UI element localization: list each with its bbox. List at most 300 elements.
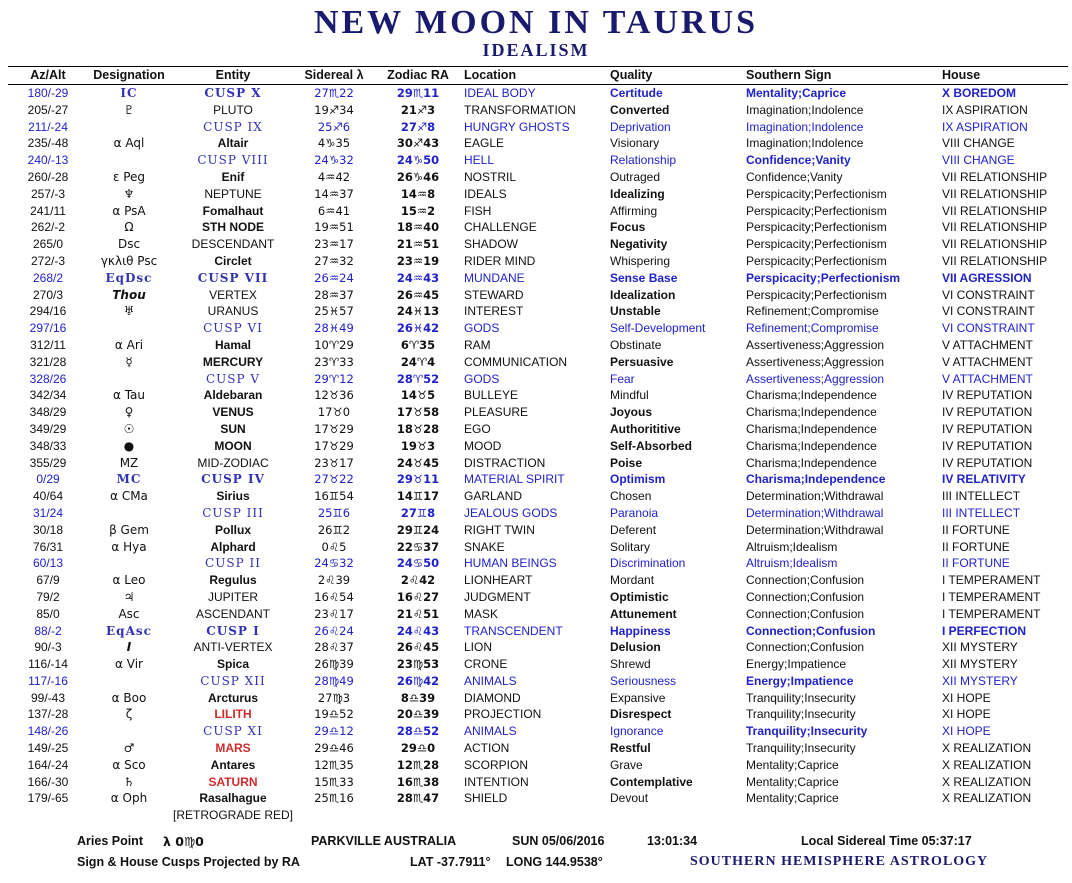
cell-southern-sign: Determination;Withdrawal xyxy=(746,522,884,537)
cell-quality: Seriousness xyxy=(610,673,677,688)
cell-house: IV REPUTATION xyxy=(942,421,1033,436)
table-row xyxy=(8,236,1068,253)
cell-location: HUMAN BEINGS xyxy=(464,556,557,571)
cell-zodiac-ra: 14♉5 xyxy=(400,388,436,403)
cell-house: X REALIZATION xyxy=(942,757,1032,772)
cell-location: GARLAND xyxy=(464,489,523,504)
cell-entity: CUSP III xyxy=(202,505,264,520)
cell-zodiac-ra: 8♎39 xyxy=(400,690,436,705)
cell-az-alt: 349/29 xyxy=(29,421,67,436)
longitude-text: LONG 144.9538° xyxy=(506,855,603,869)
cell-location: ANIMALS xyxy=(464,673,517,688)
cell-house: V ATTACHMENT xyxy=(942,371,1033,386)
cell-location: BULLEYE xyxy=(464,388,519,403)
cell-house: VI CONSTRAINT xyxy=(942,304,1035,319)
cell-quality: Sense Base xyxy=(610,270,678,285)
cell-location: RAM xyxy=(464,337,491,352)
cell-southern-sign: Charisma;Independence xyxy=(746,421,877,436)
cell-location: IDEALS xyxy=(464,186,507,201)
cell-location: JEALOUS GODS xyxy=(464,505,558,520)
cell-house: VII RELATIONSHIP xyxy=(942,186,1048,201)
cell-quality: Grave xyxy=(610,757,643,772)
cell-house: VIII CHANGE xyxy=(942,153,1015,168)
cell-zodiac-ra: 2♌42 xyxy=(400,573,436,588)
cell-entity: Rasalhague xyxy=(199,791,267,806)
cell-house: I TEMPERAMENT xyxy=(942,573,1041,588)
cell-southern-sign: Connection;Confusion xyxy=(746,606,865,621)
cell-zodiac-ra: 18♒40 xyxy=(396,220,440,235)
cell-southern-sign: Charisma;Independence xyxy=(746,405,877,420)
cell-az-alt: 294/16 xyxy=(29,304,67,319)
cell-house: VII RELATIONSHIP xyxy=(942,203,1048,218)
cell-entity: CUSP V xyxy=(205,371,261,386)
cell-house: VII RELATIONSHIP xyxy=(942,169,1048,184)
cell-designation: α Boo xyxy=(111,690,147,705)
cell-az-alt: 76/31 xyxy=(32,539,64,554)
cell-house: XII MYSTERY xyxy=(942,673,1018,688)
cell-quality: Delusion xyxy=(610,640,661,655)
cell-house: VII AGRESSION xyxy=(942,270,1032,285)
cell-location: SHIELD xyxy=(464,791,508,806)
table-row xyxy=(8,673,1068,690)
table-row xyxy=(8,740,1068,757)
cell-sidereal: 28♓49 xyxy=(314,321,354,336)
cell-house: I TEMPERAMENT xyxy=(942,606,1041,621)
cell-entity: CUSP XII xyxy=(200,673,266,688)
cell-southern-sign: Perspicacity;Perfectionism xyxy=(746,287,887,302)
cell-southern-sign xyxy=(746,807,942,824)
cell-entity: Pollux xyxy=(214,522,251,537)
cell-designation: α Aql xyxy=(113,136,145,151)
cell-southern-sign: Assertiveness;Aggression xyxy=(746,371,885,386)
table-row xyxy=(8,337,1068,354)
cell-location: CRONE xyxy=(464,657,508,672)
cell-quality xyxy=(610,807,746,824)
cell-quality: Mordant xyxy=(610,573,655,588)
column-header: Southern Sign xyxy=(746,68,832,82)
cell-location: RIDER MIND xyxy=(464,253,536,268)
cell-location: LIONHEART xyxy=(464,573,533,588)
table-row xyxy=(8,203,1068,220)
table-row xyxy=(8,606,1068,623)
table-row xyxy=(8,639,1068,656)
cell-zodiac-ra: 29♊24 xyxy=(396,522,440,537)
cell-quality: Expansive xyxy=(610,690,666,705)
cell-sidereal: 17♉0 xyxy=(317,405,351,420)
cell-az-alt: 40/64 xyxy=(32,489,64,504)
cell-designation: α Vir xyxy=(115,657,143,672)
cell-az-alt: 268/2 xyxy=(32,270,64,285)
cell-entity: STH NODE xyxy=(201,220,264,235)
cell-house: I TEMPERAMENT xyxy=(942,589,1041,604)
cell-entity: CUSP I xyxy=(206,623,260,638)
cell-house: VII RELATIONSHIP xyxy=(942,220,1048,235)
cell-entity: Aldebaran xyxy=(203,388,263,403)
cell-designation: EqDsc xyxy=(105,270,153,285)
table-row xyxy=(8,471,1068,488)
cell-southern-sign: Confidence;Vanity xyxy=(746,153,851,168)
cell-designation: ζ xyxy=(125,707,133,722)
cell-sidereal: 15♏33 xyxy=(314,774,354,789)
cell-quality: Disrespect xyxy=(610,707,672,722)
column-header: Designation xyxy=(93,68,165,82)
cell-house: XI HOPE xyxy=(942,707,991,722)
cell-designation: α Ari xyxy=(114,337,144,352)
cell-designation: ♃ xyxy=(123,589,135,604)
cell-southern-sign: Determination;Withdrawal xyxy=(746,505,884,520)
cell-southern-sign: Energy;Impatience xyxy=(746,673,854,688)
table-row xyxy=(8,85,1068,102)
cell-entity: CUSP VI xyxy=(203,321,263,336)
cell-location: TRANSCENDENT xyxy=(464,623,563,638)
cell-southern-sign: Charisma;Independence xyxy=(746,472,886,487)
cell-sidereal: 28♌37 xyxy=(314,640,354,655)
cell-entity: Circlet xyxy=(214,253,252,268)
cell-house: I PERFECTION xyxy=(942,623,1027,638)
cell-southern-sign: Mentality;Caprice xyxy=(746,791,839,806)
cell-sidereal: 14♒37 xyxy=(314,186,354,201)
cell-quality: Attunement xyxy=(610,606,677,621)
cell-location: LION xyxy=(464,640,493,655)
cell-az-alt: 137/-28 xyxy=(27,707,69,722)
table-row xyxy=(8,522,1068,539)
cell-designation: Ω xyxy=(124,220,134,235)
cell-designation xyxy=(88,723,170,740)
cell-location: HELL xyxy=(464,153,495,168)
table-row xyxy=(8,186,1068,203)
cell-quality: Deprivation xyxy=(610,119,671,134)
cell-quality: Affirming xyxy=(610,203,658,218)
cell-zodiac-ra: 27♐8 xyxy=(400,119,436,134)
cell-location: INTEREST xyxy=(464,304,524,319)
cell-sidereal: 29♈12 xyxy=(314,371,354,386)
cell-az-alt: 0/29 xyxy=(36,472,60,487)
cell-az-alt: 164/-24 xyxy=(27,757,69,772)
cell-entity: VENUS xyxy=(212,405,254,420)
table-row xyxy=(8,387,1068,404)
cell-designation: α CMa xyxy=(110,489,148,504)
cell-location: DISTRACTION xyxy=(464,455,546,470)
cell-sidereal: 29♎46 xyxy=(314,741,354,756)
cell-entity: SUN xyxy=(220,421,246,436)
cell-southern-sign: Perspicacity;Perfectionism xyxy=(746,237,887,252)
cell-designation: α Oph xyxy=(110,791,148,806)
cell-sidereal: 17♉29 xyxy=(314,438,354,453)
cell-location: MOOD xyxy=(464,438,502,453)
cell-quality: Joyous xyxy=(610,405,653,420)
cell-designation: α Tau xyxy=(112,388,146,403)
cell-designation xyxy=(88,152,170,169)
cell-location: TRANSFORMATION xyxy=(464,102,576,117)
cell-zodiac-ra xyxy=(372,807,464,824)
cell-house: X BOREDOM xyxy=(942,86,1017,100)
latitude-text: LAT -37.7911° xyxy=(410,855,491,869)
table-row xyxy=(8,623,1068,640)
cell-quality: Fear xyxy=(610,371,635,386)
cell-designation: ε Peg xyxy=(112,169,146,184)
cell-designation xyxy=(88,505,170,522)
cell-zodiac-ra: 17♉58 xyxy=(396,405,440,420)
cell-quality: Optimistic xyxy=(610,589,669,604)
cell-sidereal: 27♉22 xyxy=(314,472,354,487)
cell-az-alt: 272/-3 xyxy=(30,253,66,268)
cell-quality: Certitude xyxy=(610,86,663,100)
cell-zodiac-ra: 6♈35 xyxy=(400,337,436,352)
cell-designation: α PsA xyxy=(112,203,146,218)
cell-location: DIAMOND xyxy=(464,690,521,705)
cell-zodiac-ra: 12♏28 xyxy=(396,757,440,772)
table-row xyxy=(8,656,1068,673)
cell-az-alt: 148/-26 xyxy=(27,724,69,739)
cell-house: VI CONSTRAINT xyxy=(942,287,1035,302)
cell-zodiac-ra: 23♒19 xyxy=(396,253,440,268)
cell-house: IV REPUTATION xyxy=(942,438,1033,453)
cell-house: IV RELATIVITY xyxy=(942,472,1026,487)
cell-az-alt: 149/-25 xyxy=(27,741,69,756)
cell-house xyxy=(942,807,1068,824)
cell-designation: ♄ xyxy=(123,774,135,789)
cell-quality: Ignorance xyxy=(610,724,664,739)
cell-entity: ANTI-VERTEX xyxy=(193,640,273,655)
cell-zodiac-ra: 21♌51 xyxy=(396,606,440,621)
cell-designation: Dsc xyxy=(117,237,141,252)
cell-entity: [RETROGRADE RED] xyxy=(172,808,293,823)
table-row xyxy=(8,371,1068,388)
brand-text: SOUTHERN HEMISPHERE ASTROLOGY xyxy=(690,854,989,869)
cell-designation: ● xyxy=(123,438,135,453)
cell-sidereal: 10♈29 xyxy=(314,337,354,352)
sidereal-time-text: Local Sidereal Time 05:37:17 xyxy=(801,834,972,848)
cell-entity: Spica xyxy=(216,657,249,672)
cell-southern-sign: Mentality;Caprice xyxy=(746,774,839,789)
cell-sidereal: 4♒42 xyxy=(317,169,351,184)
cell-entity: ASCENDANT xyxy=(195,606,270,621)
cell-designation: α Hya xyxy=(111,539,147,554)
cell-quality: Negativity xyxy=(610,237,668,252)
cell-az-alt: 355/29 xyxy=(29,455,67,470)
cell-location: JUDGMENT xyxy=(464,589,531,604)
column-header: Zodiac RA xyxy=(387,68,449,82)
cell-quality: Contemplative xyxy=(610,774,693,789)
cell-house: VII RELATIONSHIP xyxy=(942,237,1048,252)
cell-az-alt: 348/29 xyxy=(29,405,67,420)
table-row xyxy=(8,555,1068,572)
cell-quality: Self-Development xyxy=(610,321,706,336)
cell-sidereal: 26♍39 xyxy=(314,657,354,672)
cell-location: SHADOW xyxy=(464,237,518,252)
cell-sidereal: 23♉17 xyxy=(314,455,354,470)
cell-sidereal: 28♍49 xyxy=(314,673,354,688)
cell-az-alt: 179/-65 xyxy=(27,791,69,806)
cell-southern-sign: Altruism;Idealism xyxy=(746,556,838,571)
cell-designation: ♀ xyxy=(124,405,134,420)
cell-location: SCORPION xyxy=(464,757,529,772)
cell-zodiac-ra: 24♋50 xyxy=(396,556,440,571)
table-header-row xyxy=(8,66,1068,85)
cell-az-alt: 85/0 xyxy=(36,606,60,621)
cell-entity: CUSP IV xyxy=(201,472,265,487)
cell-designation: I xyxy=(126,640,132,655)
cell-sidereal: 23♒17 xyxy=(314,237,354,252)
cell-az-alt: 117/-16 xyxy=(28,673,68,688)
cell-location: FISH xyxy=(464,203,492,218)
cell-southern-sign: Refinement;Compromise xyxy=(746,321,879,336)
cell-southern-sign: Imagination;Indolence xyxy=(746,119,864,134)
cell-southern-sign: Tranquility;Insecurity xyxy=(746,690,856,705)
cell-zodiac-ra: 14♒8 xyxy=(400,186,436,201)
cell-house: XII MYSTERY xyxy=(942,640,1018,655)
table-row xyxy=(8,102,1068,119)
cell-house: IV REPUTATION xyxy=(942,388,1033,403)
table-row xyxy=(8,169,1068,186)
table-row xyxy=(8,774,1068,791)
cell-southern-sign: Tranquility;Insecurity xyxy=(746,724,868,739)
cell-zodiac-ra: 26♑46 xyxy=(396,169,440,184)
cell-designation: ☿ xyxy=(125,354,133,369)
cell-zodiac-ra: 26♒45 xyxy=(396,287,440,302)
cell-sidereal: 0♌5 xyxy=(321,539,347,554)
cell-sidereal: 19♎52 xyxy=(314,707,354,722)
cell-zodiac-ra: 18♉28 xyxy=(396,421,440,436)
cell-entity: Sirius xyxy=(216,489,250,504)
cell-house: VI CONSTRAINT xyxy=(942,321,1035,336)
cell-zodiac-ra: 15♒2 xyxy=(400,203,436,218)
cell-az-alt: 79/2 xyxy=(36,589,60,604)
cell-house: XI HOPE xyxy=(942,690,991,705)
cell-az-alt: 211/-24 xyxy=(28,119,68,134)
cell-entity: CUSP II xyxy=(205,556,261,571)
cell-az-alt: 166/-30 xyxy=(27,774,69,789)
table-row xyxy=(8,572,1068,589)
cell-entity: Enif xyxy=(221,169,245,184)
cell-house: IV REPUTATION xyxy=(942,455,1033,470)
cell-location: EGO xyxy=(464,421,491,436)
cell-location: GODS xyxy=(464,371,500,386)
cell-designation: ♆ xyxy=(123,186,135,201)
cell-az-alt: 30/18 xyxy=(32,522,64,537)
table-row xyxy=(8,505,1068,522)
cell-az-alt: 265/0 xyxy=(32,237,64,252)
cell-quality: Paranoia xyxy=(610,505,659,520)
cell-location: RIGHT TWIN xyxy=(464,522,535,537)
cell-quality: Poise xyxy=(610,455,643,470)
cell-sidereal: 23♌17 xyxy=(314,606,354,621)
cell-zodiac-ra: 16♏38 xyxy=(396,774,440,789)
cell-location: CHALLENGE xyxy=(464,220,537,235)
cell-designation: γκλιθ Psc xyxy=(100,253,158,268)
cell-entity: Hamal xyxy=(214,337,252,352)
cell-sidereal: 27♍3 xyxy=(317,690,351,705)
cell-designation: Asc xyxy=(118,606,140,621)
cell-entity: LILITH xyxy=(214,707,252,722)
cell-az-alt xyxy=(8,807,88,824)
cell-sidereal: 25♏16 xyxy=(314,791,354,806)
cell-zodiac-ra: 26♓42 xyxy=(396,321,440,336)
cell-zodiac-ra: 24♓13 xyxy=(396,304,440,319)
cell-southern-sign: Imagination;Indolence xyxy=(746,102,864,117)
cell-house: III INTELLECT xyxy=(942,489,1021,504)
time-text: 13:01:34 xyxy=(647,834,698,848)
table-row xyxy=(8,119,1068,136)
cell-zodiac-ra: 28♏47 xyxy=(396,791,440,806)
cell-quality: Idealizing xyxy=(610,186,665,201)
table-row xyxy=(8,807,1068,824)
cell-designation: MZ xyxy=(119,455,139,470)
cell-southern-sign: Charisma;Independence xyxy=(746,455,877,470)
cell-quality: Chosen xyxy=(610,489,652,504)
table-row xyxy=(8,253,1068,270)
cell-designation: EqAsc xyxy=(106,623,152,638)
cell-zodiac-ra: 26♍42 xyxy=(396,673,440,688)
cell-sidereal: 29♎12 xyxy=(314,724,354,739)
cell-zodiac-ra: 16♌27 xyxy=(396,589,440,604)
cell-entity: JUPITER xyxy=(207,589,258,604)
cell-entity: Regulus xyxy=(209,573,257,588)
cell-location: MATERIAL SPIRIT xyxy=(464,472,565,487)
cell-az-alt: 88/-2 xyxy=(34,623,62,638)
cell-az-alt: 270/3 xyxy=(32,287,64,302)
cell-house: X REALIZATION xyxy=(942,791,1032,806)
cell-house: IV REPUTATION xyxy=(942,405,1033,420)
cell-southern-sign: Perspicacity;Perfectionism xyxy=(746,270,901,285)
table-row xyxy=(8,723,1068,740)
cell-zodiac-ra: 26♌45 xyxy=(396,640,440,655)
cell-az-alt: 257/-3 xyxy=(30,186,66,201)
cell-southern-sign: Charisma;Independence xyxy=(746,438,877,453)
cell-entity: CUSP VIII xyxy=(197,153,269,168)
column-header: Location xyxy=(464,68,517,82)
cell-entity: Antares xyxy=(210,757,256,772)
cell-southern-sign: Connection;Confusion xyxy=(746,640,865,655)
cell-house: X REALIZATION xyxy=(942,741,1032,756)
cell-sidereal: 19♒51 xyxy=(314,220,354,235)
table-body xyxy=(8,85,1068,824)
cell-location: INTENTION xyxy=(464,774,529,789)
cell-designation: MC xyxy=(116,472,142,487)
method-text: Sign & House Cusps Projected by RA xyxy=(77,855,300,869)
cell-location: HUNGRY GHOSTS xyxy=(464,119,570,134)
page-subtitle: IDEALISM xyxy=(482,40,590,60)
cell-sidereal: 16♊54 xyxy=(314,489,354,504)
cell-southern-sign: Tranquility;Insecurity xyxy=(746,707,856,722)
cell-zodiac-ra: 21♐3 xyxy=(400,102,436,117)
column-header: Quality xyxy=(610,68,653,82)
cell-house: XII MYSTERY xyxy=(942,657,1018,672)
cell-quality: Relationship xyxy=(610,153,677,168)
cell-designation xyxy=(88,807,170,824)
cell-az-alt: 342/34 xyxy=(29,388,67,403)
cell-entity: CUSP XI xyxy=(203,724,263,739)
page-title: NEW MOON IN TAURUS xyxy=(313,4,759,41)
cell-designation xyxy=(88,371,170,388)
cell-southern-sign: Mentality;Caprice xyxy=(746,757,839,772)
cell-southern-sign: Perspicacity;Perfectionism xyxy=(746,220,887,235)
cell-house: III INTELLECT xyxy=(942,505,1021,520)
cell-sidereal: 12♏35 xyxy=(314,757,354,772)
table-row xyxy=(8,354,1068,371)
cell-location: PLEASURE xyxy=(464,405,529,420)
cell-entity: MID-ZODIAC xyxy=(197,455,269,470)
cell-quality: Obstinate xyxy=(610,337,662,352)
cell-sidereal: 19♐34 xyxy=(314,102,354,117)
cell-az-alt: 312/11 xyxy=(30,337,66,352)
date-text: SUN 05/06/2016 xyxy=(512,834,605,848)
cell-quality: Self-Absorbed xyxy=(610,438,693,453)
cell-az-alt: 67/9 xyxy=(36,573,60,588)
cell-designation: IC xyxy=(120,86,138,100)
cell-quality: Restful xyxy=(610,741,651,756)
table-row xyxy=(8,757,1068,774)
